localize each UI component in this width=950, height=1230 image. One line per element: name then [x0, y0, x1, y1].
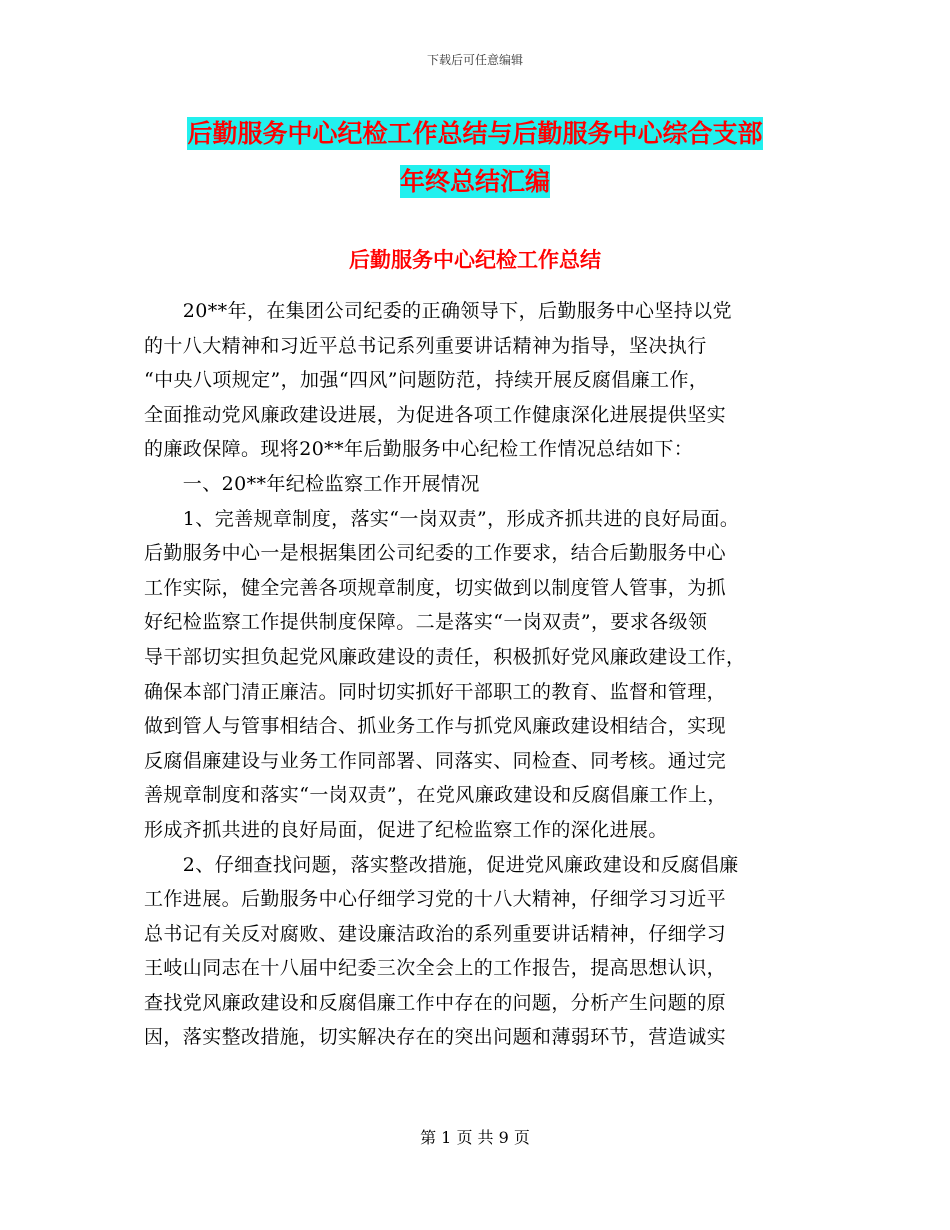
document-body: [144, 294, 824, 1055]
body-line: 的十八大精神和习近平总书记系列重要讲话精神为指导，坚决执行: [144, 334, 707, 357]
body-line: 的廉政保障。现将20**年后勤服务中心纪检工作情况总结如下：: [144, 438, 694, 461]
body-line: “中央八项规定”，加强“四风”问题防范，持续开展反腐倡廉工作，: [144, 369, 709, 392]
body-line: 后勤服务中心一是根据集团公司纪委的工作要求，结合后勤服务中心: [144, 542, 727, 565]
body-line: 导干部切实担负起党风廉政建设的责任，积极抓好党风廉政建设工作，: [144, 645, 746, 668]
body-line: 做到管人与管事相结合、抓业务工作与抓党风廉政建设相结合，实现: [144, 715, 727, 738]
body-line: 工作进展。后勤服务中心仔细学习党的十八大精神，仔细学习习近平: [144, 888, 727, 911]
section-title: 后勤服务中心纪检工作总结: [349, 248, 601, 272]
page-number: 第 1 页 共 9 页: [420, 1128, 530, 1147]
body-line: 工作实际，健全完善各项规章制度，切实做到以制度管人管事，为抓: [144, 576, 727, 599]
body-line: 20**年，在集团公司纪委的正确领导下，后勤服务中心坚持以党: [144, 300, 732, 322]
body-line: 1、完善规章制度，落实“一岗双责”，形成齐抓共进的良好局面。: [144, 507, 740, 530]
body-line: 2、仔细查找问题，落实整改措施，促进党风廉政建设和反腐倡廉: [144, 853, 739, 876]
document-title-line-1-text: 后勤服务中心纪检工作总结与后勤服务中心综合支部: [187, 119, 763, 148]
body-line: 确保本部门清正廉洁。同时切实抓好干部职工的教育、监督和管理，: [144, 680, 727, 703]
body-line: 好纪检监察工作提供制度保障。二是落实“一岗双责”，要求各级领: [144, 611, 708, 634]
document-title: [0, 110, 950, 206]
page-header-note: 下载后可任意编辑: [426, 53, 523, 67]
document-title-line-2: [0, 158, 950, 206]
body-line: 因，落实整改措施，切实解决存在的突出问题和薄弱环节，营造诚实: [144, 1026, 727, 1049]
body-line: 查找党风廉政建设和反腐倡廉工作中存在的问题，分析产生问题的原: [144, 991, 727, 1014]
body-line: 王岐山同志在十八届中纪委三次全会上的工作报告，提高思想认识，: [144, 957, 727, 980]
body-line: 一、20**年纪检监察工作开展情况: [144, 472, 480, 495]
body-line: 全面推动党风廉政建设进展，为促进各项工作健康深化进展提供坚实: [144, 403, 727, 426]
body-line: 形成齐抓共进的良好局面，促进了纪检监察工作的深化进展。: [144, 818, 668, 841]
document-title-line-1: [0, 110, 950, 158]
document-title-line-2-text: 年终总结汇编: [399, 167, 550, 196]
body-line: 反腐倡廉建设与业务工作同部署、同落实、同检查、同考核。通过完: [144, 749, 727, 772]
body-line: 总书记有关反对腐败、建设廉洁政治的系列重要讲话精神，仔细学习: [144, 922, 727, 945]
body-line: 善规章制度和落实“一岗双责”，在党风廉政建设和反腐倡廉工作上，: [144, 784, 727, 807]
